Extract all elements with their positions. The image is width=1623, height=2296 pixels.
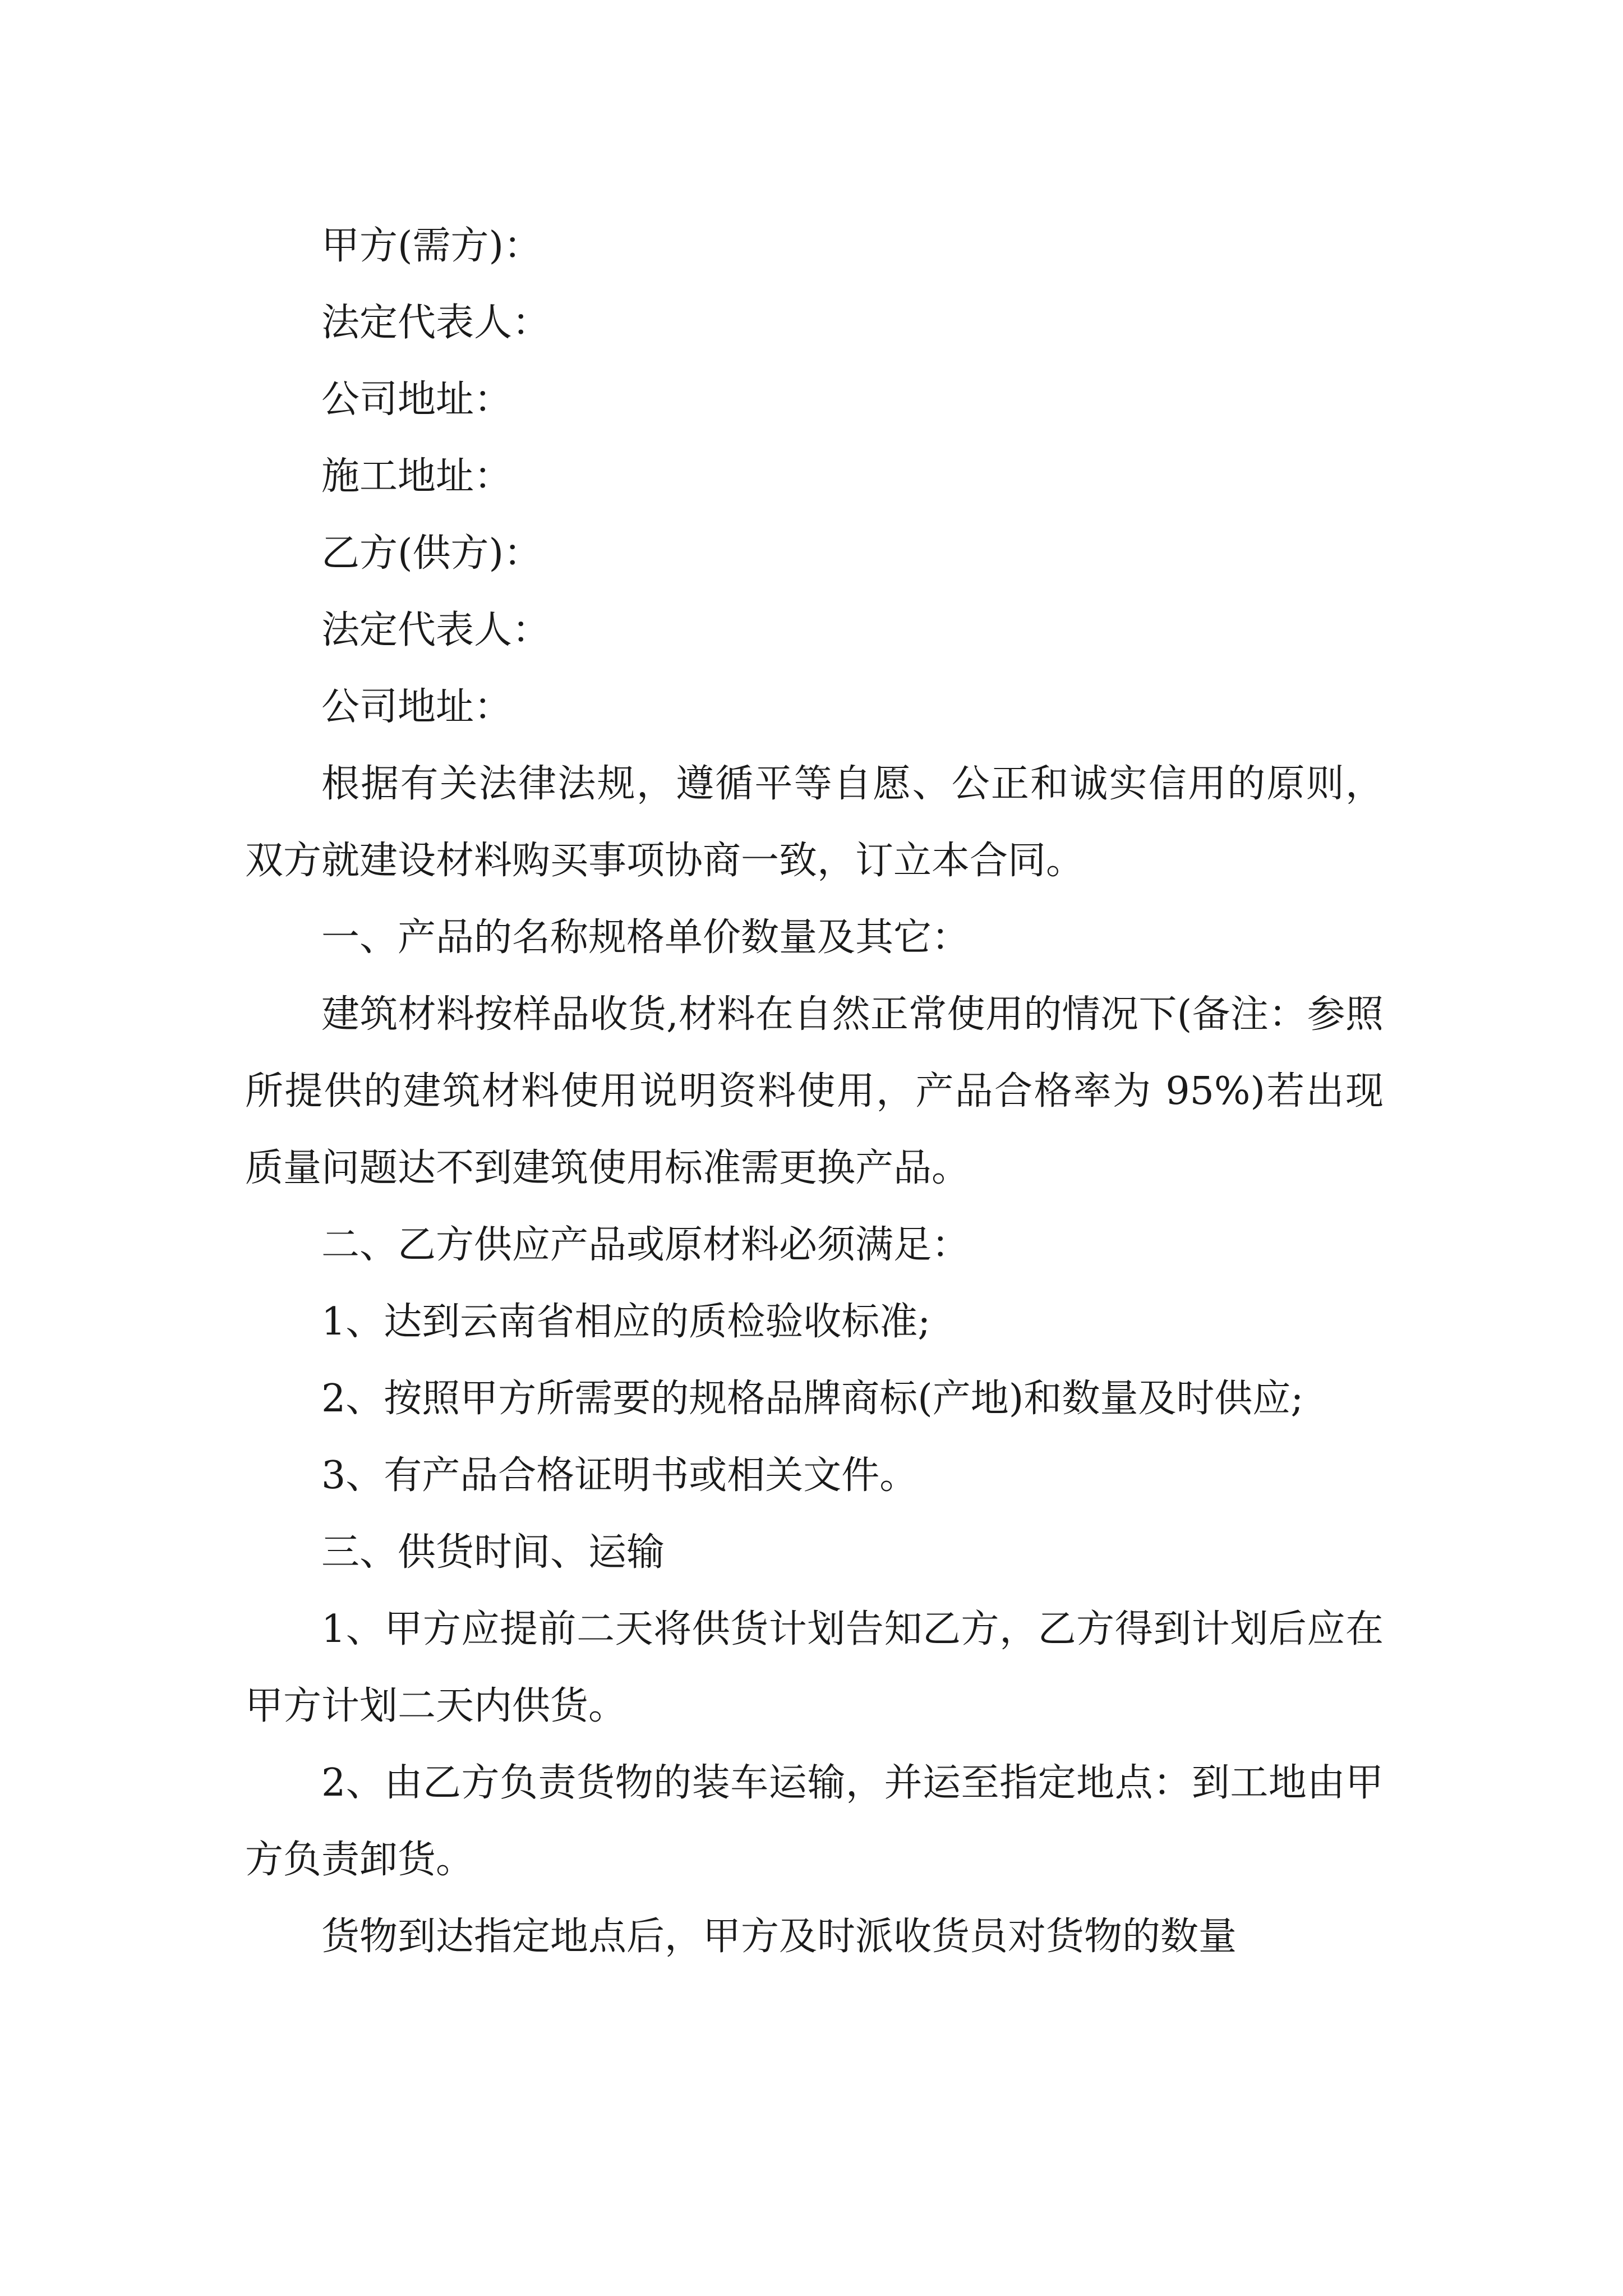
- party-b-representative: 法定代表人：: [321, 608, 551, 652]
- section-1-heading: 一、产品的名称规格单价数量及其它：: [321, 915, 970, 960]
- section-3-item-2: 2、由乙方负责货物的装车运输，并运至指定地点：到工地由甲方负责卸货。: [245, 1761, 1384, 1882]
- construction-address: 施工地址：: [321, 454, 513, 499]
- section-3-heading: 三、供货时间、运输: [321, 1530, 665, 1575]
- document-body: [245, 208, 1384, 1975]
- preamble-paragraph: 根据有关法律法规，遵循平等自愿、公正和诚实信用的原则，双方就建设材料购买事项协商一致，订立本合同。: [245, 762, 1384, 883]
- section-2-item-3: 3、有产品合格证明书或相关文件。: [321, 1453, 918, 1498]
- section-3-continuation: 货物到达指定地点后，甲方及时派收货员对货物的数量: [321, 1915, 1237, 1959]
- section-2-item-2: 2、按照甲方所需要的规格品牌商标(产地)和数量及时供应;: [321, 1377, 1304, 1421]
- section-2-heading: 二、乙方供应产品或原材料必须满足：: [321, 1223, 970, 1267]
- section-3-item-1: 1、甲方应提前二天将供货计划告知乙方，乙方得到计划后应在甲方计划二天内供货。: [245, 1607, 1384, 1728]
- party-b-address: 公司地址：: [321, 685, 513, 729]
- section-1-body: 建筑材料按样品收货,材料在自然正常使用的情况下(备注：参照所提供的建筑材料使用说明资料使用，产品合格率为 95%)若出现质量问题达不到建筑使用标准需更换产品。: [245, 992, 1384, 1190]
- section-2-item-1: 1、达到云南省相应的质检验收标准;: [321, 1300, 931, 1344]
- party-a-representative: 法定代表人：: [321, 301, 551, 345]
- party-a-address: 公司地址：: [321, 378, 513, 422]
- party-b-label: 乙方(供方)：: [321, 531, 542, 576]
- party-a-label: 甲方(需方)：: [321, 224, 542, 268]
